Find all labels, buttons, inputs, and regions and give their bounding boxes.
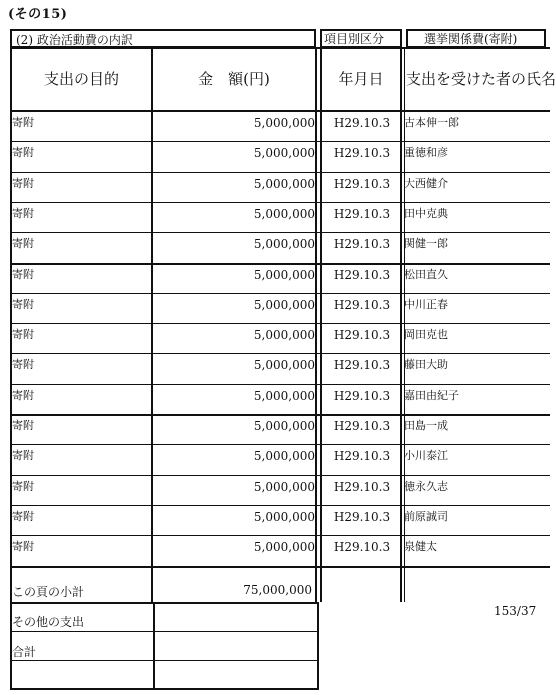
payee-cell: 小川泰江 [404, 449, 448, 463]
payee-cell: 田中克典 [404, 206, 448, 220]
purpose-cell: 寄附 [12, 328, 34, 342]
payee-cell: 前原誠司 [404, 509, 448, 523]
date-cell: H29.10.3 [333, 267, 391, 282]
subtotal-label: この頁の小計 [12, 585, 85, 599]
date-cell: H29.10.3 [333, 388, 391, 403]
amount-cell: 5,000,000 [253, 116, 315, 130]
purpose-cell: 寄附 [12, 297, 34, 311]
footer-value-box [153, 602, 319, 690]
date-cell: H29.10.3 [333, 297, 391, 312]
purpose-cell: 寄附 [12, 146, 34, 160]
purpose-cell: 寄附 [12, 206, 34, 220]
footer-divider [10, 660, 319, 661]
purpose-cell: 寄附 [12, 267, 34, 281]
amount-cell: 5,000,000 [253, 237, 315, 252]
date-cell: H29.10.3 [333, 479, 391, 494]
date-cell: H29.10.3 [333, 358, 391, 373]
row-divider [10, 566, 550, 568]
amount-cell: 5,000,000 [253, 267, 315, 282]
payee-cell: 徳永久志 [404, 479, 448, 493]
expenditure-table [10, 47, 556, 602]
header-amount: 金 額(円) [198, 70, 270, 88]
header-purpose: 支出の目的 [43, 70, 119, 88]
amount-cell: 5,000,000 [253, 358, 315, 373]
purpose-cell: 寄附 [12, 237, 34, 251]
date-cell: H29.10.3 [333, 449, 391, 464]
header-payee: 支出を受けた者の氏名 [406, 70, 556, 88]
amount-cell: 5,000,000 [253, 419, 315, 433]
purpose-cell: 寄附 [12, 479, 34, 493]
date-cell: H29.10.3 [333, 116, 391, 130]
date-cell: H29.10.3 [333, 146, 391, 161]
amount-cell: 5,000,000 [253, 540, 315, 555]
page-number: 153/37 [494, 604, 537, 618]
payee-cell: 古本伸一郎 [404, 116, 459, 129]
payee-cell: 泉健太 [404, 540, 437, 554]
other-label: その他の支出 [12, 615, 85, 629]
payee-cell: 関健一郎 [404, 237, 448, 251]
payee-cell: 藤田大助 [404, 358, 448, 372]
amount-cell: 5,000,000 [253, 328, 315, 343]
purpose-cell: 寄附 [12, 176, 34, 190]
purpose-cell: 寄附 [12, 419, 34, 432]
payee-cell: 田島一成 [404, 419, 448, 432]
purpose-cell: 寄附 [12, 449, 34, 463]
purpose-cell: 寄附 [12, 540, 34, 554]
section-title: (2) 政治活動費の内訳 [10, 29, 316, 47]
amount-cell: 5,000,000 [253, 388, 315, 403]
category-value: 選挙関係費(寄附) [406, 29, 546, 47]
date-cell: H29.10.3 [333, 419, 391, 433]
footer-divider [10, 631, 319, 632]
amount-cell: 5,000,000 [253, 146, 315, 161]
amount-cell: 5,000,000 [253, 509, 315, 524]
payee-cell: 嘉田由紀子 [404, 388, 459, 402]
purpose-cell: 寄附 [12, 358, 34, 372]
amount-cell: 5,000,000 [253, 449, 315, 464]
amount-cell: 5,000,000 [253, 206, 315, 221]
column-divider [315, 47, 317, 602]
category-label: 項目別区分 [320, 29, 402, 47]
date-cell: H29.10.3 [333, 328, 391, 343]
page-label: (その15) [8, 7, 68, 22]
amount-cell: 5,000,000 [253, 297, 315, 312]
purpose-cell: 寄附 [12, 116, 34, 129]
purpose-cell: 寄附 [12, 388, 34, 402]
amount-cell: 5,000,000 [253, 479, 315, 494]
payee-cell: 重徳和彦 [404, 146, 448, 160]
date-cell: H29.10.3 [333, 237, 391, 252]
date-cell: H29.10.3 [333, 540, 391, 555]
header-date: 年月日 [338, 70, 384, 88]
date-cell: H29.10.3 [333, 176, 391, 191]
date-cell: H29.10.3 [333, 509, 391, 524]
date-cell: H29.10.3 [333, 206, 391, 221]
subtotal-value: 75,000,000 [243, 583, 312, 597]
total-label: 合計 [12, 645, 37, 659]
payee-cell: 中川正春 [404, 297, 448, 311]
payee-cell: 大西健介 [404, 176, 448, 190]
payee-cell: 岡田克也 [404, 328, 448, 342]
purpose-cell: 寄附 [12, 509, 34, 523]
amount-cell: 5,000,000 [253, 176, 315, 191]
payee-cell: 松田直久 [404, 267, 448, 281]
